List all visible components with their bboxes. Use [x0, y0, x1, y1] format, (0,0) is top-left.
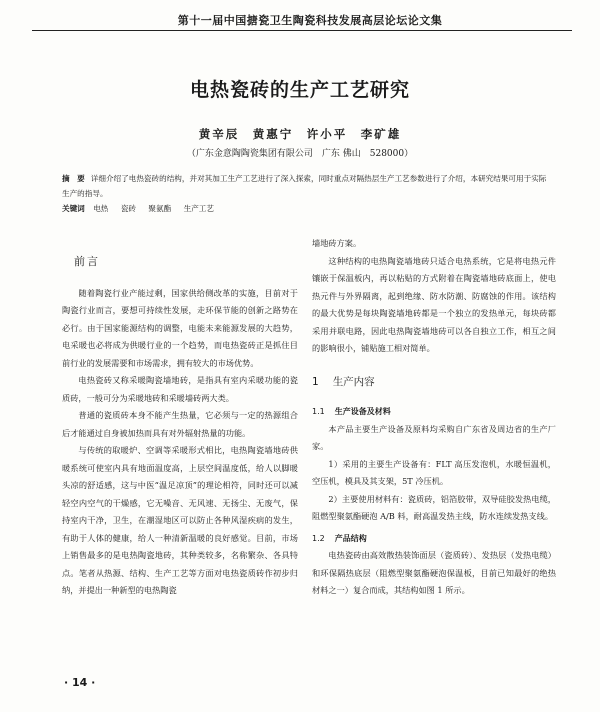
- keywords-label: 关键词: [62, 204, 85, 213]
- authors: 黄辛辰 黄惠宁 许小平 李矿雄: [198, 127, 402, 141]
- subsection-number: 1.2: [312, 533, 325, 543]
- affiliation: （广东金意陶陶瓷集团有限公司 广东 佛山 528000）: [186, 149, 414, 159]
- paper-title: 电热瓷砖的生产工艺研究: [189, 79, 410, 101]
- keyword: 聚氨酯: [148, 204, 172, 213]
- abstract-text: 详细介绍了电热瓷砖的结构，并对其加工生产工艺进行了深入探索，同时重点对隔热层生产工艺参数进行了介绍，本研究结果可用于实际生产的指导。: [62, 174, 547, 198]
- subsection-heading: [312, 530, 556, 548]
- section-number: 1: [312, 375, 319, 388]
- abstract-block: [62, 171, 550, 216]
- body-paragraph: 1）采用的主要生产设备有：FLT 高压发泡机，水暖恒温机，空压机，模具及其支架，5T 冷压机。: [312, 458, 556, 486]
- section-heading: [312, 374, 556, 392]
- section-title: 生产内容: [332, 375, 375, 388]
- subsection-number: 1.1: [312, 407, 325, 416]
- page-number: · 14 ·: [64, 676, 96, 689]
- body-paragraph: 本产品主要生产设备及原料均采购自广东省及周边省的生产厂家。: [312, 423, 556, 451]
- body-paragraph: 电热瓷砖由高效散热装饰面层（瓷质砖）、发热层（发热电缆）和环保隔热底层（阻燃型聚氨酯硬泡保温板，目前已知最好的绝热材料之一）复合而成，其结构如图 1 所示。: [312, 550, 556, 595]
- keyword: 生产工艺: [183, 204, 214, 213]
- preface-heading: 前言: [74, 255, 100, 268]
- keywords: [62, 201, 550, 216]
- body-paragraph: 2）主要使用材料有：瓷质砖，铝箔胶带，双导硅胶发热电缆，阻燃型聚氨酯硬泡 A/B 料，耐高温发热主线，防水连续发热支线。: [312, 493, 556, 521]
- abstract: [62, 171, 550, 201]
- body-paragraph: 随着陶瓷行业产能过剩，国家供给侧改革的实施，目前对于陶瓷行业而言，要想可持续性发展，走环保节能的创新之路势在必行。由于国家能源结构的调整，电能未来能源发展的大趋势，电采暖也必将成为供暖行业的一个趋势，而电热瓷砖正是抓住目前行业的发展需要和市场需求，拥有较大的市场优势。: [62, 287, 298, 368]
- right-column: [312, 235, 556, 600]
- keyword: 瓷砖: [120, 204, 136, 213]
- subsection-title: 产品结构: [334, 533, 367, 543]
- body-paragraph: 普通的瓷质砖本身不能产生热量，它必须与一定的热源组合后才能通过自身被加热而具有对外辐射热量的功能。: [62, 410, 298, 438]
- header-rule: [32, 30, 572, 31]
- body-paragraph: 与传统的取暖炉、空调等采暖形式相比，电热陶瓷墙地砖供暖系统可使室内具有地面温度高，上层空间温度低，给人以脚暖头凉的舒适感，这与中医“温足凉顶”的理论相符，同时还可以减轻空内空气的干燥感，它无噪音、无风速、无扬尘、无废气，保持室内干净，卫生，在潮湿地区可以防止各种风湿疾病的发生，有助于人体的健康，给人一种清新温暖的良好感觉。目前，市场上销售最多的是电热陶瓷地砖，其种类较多，名称繁杂、各具特点。笔者从热源、结构、生产工艺等方面对电热瓷质砖作初步归纳，并提出一种新型的电热陶瓷: [62, 445, 298, 595]
- body-paragraph: 墙地砖方案。: [312, 238, 362, 248]
- subsection-title: 生产设备及材料: [334, 407, 391, 416]
- body-paragraph: 这种结构的电热陶瓷墙地砖只适合电热系统，它是将电热元件镶嵌于保温板内，再以粘贴的方式附着在陶瓷墙地砖底面上，使电热元件与外界隔离，起到绝缘、防水防潮、防腐蚀的作用。该结构的最大优势是每块陶瓷墙地砖都是一个独立的发热单元，每块砖都采用并联电路，因此电热陶瓷墙地砖可以各自独立工作，相互之间的影响很小，铺贴施工相对简单。: [312, 255, 556, 353]
- keyword: 电热: [93, 204, 109, 213]
- body-paragraph: 电热瓷砖又称采暖陶瓷墙地砖，是指具有室内采暖功能的瓷质砖，一般可分为采暖地砖和采暖墙砖两大类。: [62, 375, 298, 403]
- abstract-label: 摘 要: [62, 174, 85, 183]
- left-column: [62, 235, 298, 600]
- subsection-heading: [312, 403, 556, 421]
- running-head: 第十一届中国搪瓷卫生陶瓷科技发展高层论坛论文集: [177, 14, 443, 27]
